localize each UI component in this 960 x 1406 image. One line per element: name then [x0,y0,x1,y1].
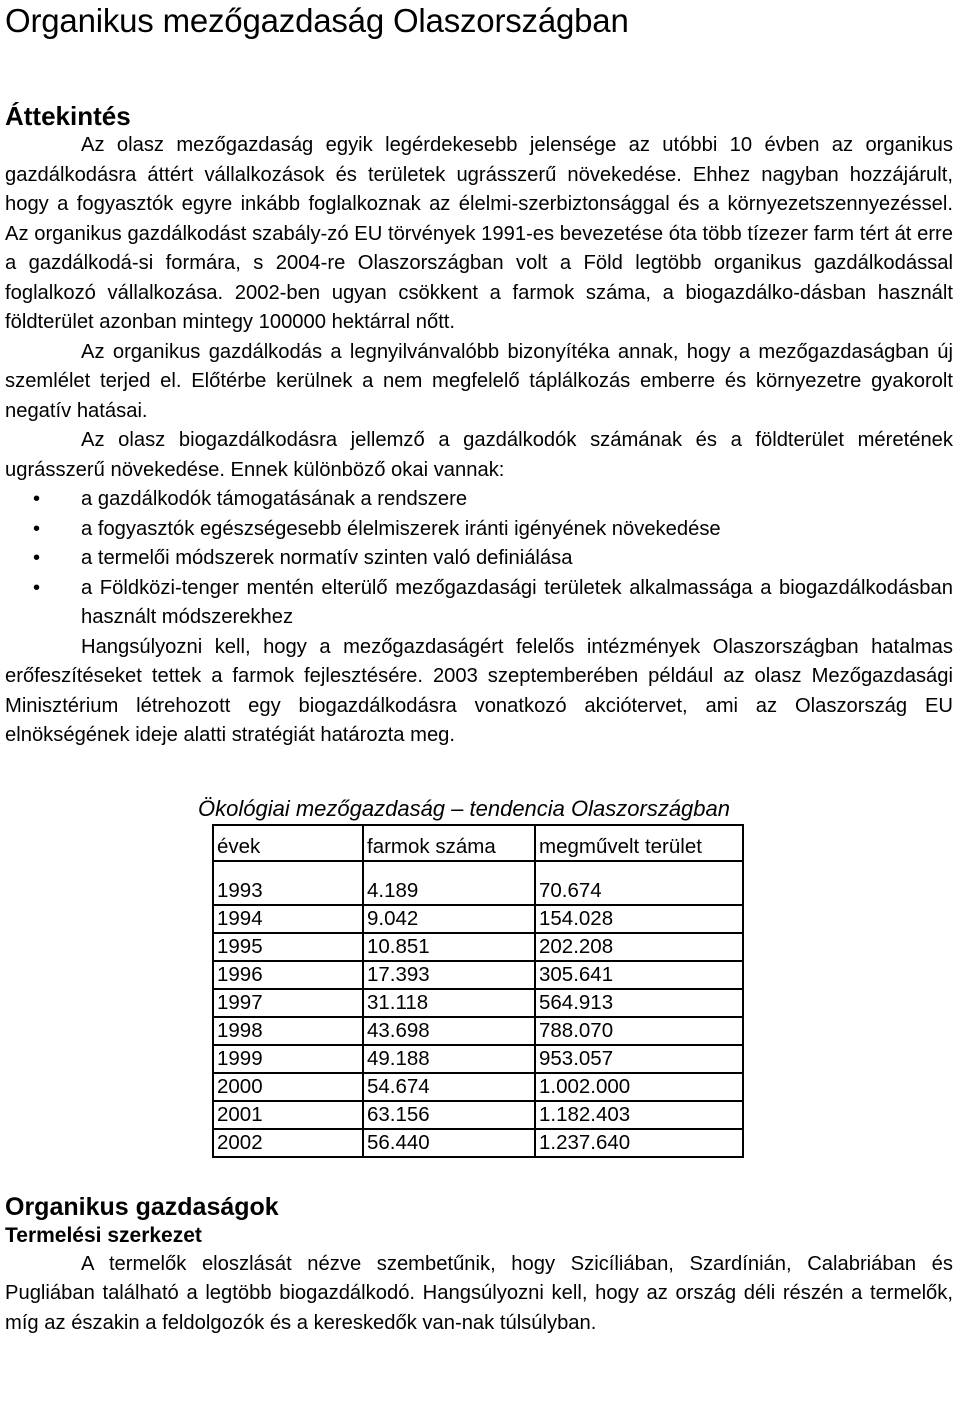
bullet-icon: • [33,547,41,569]
overview-paragraph-4: Hangsúlyozni kell, hogy a mezőgazdaságért felelős intézmények Olaszországban hatalmas erőfeszítéseket tettek a farmok fejlesztésére. 2003 szeptemberében például az olasz Mezőgazdasági Minisztérium létrehozott egy biogazdálkodásra vonatkozó akciótervet, ami az Olaszország EU elnökségének ideje alatti stratégiát határozta meg. [5,635,953,746]
bullet-icon: • [33,576,41,599]
table-row: 1994 9.042 154.028 [213,905,743,933]
table-row: 1999 49.188 953.057 [213,1045,743,1073]
table-row: 2000 54.674 1.002.000 [213,1073,743,1101]
table-header-cell: megművelt terület [535,825,743,861]
overview-paragraph-2: Az organikus gazdálkodás a legnyilvánvalóbb bizonyítéka annak, hogy a mezőgazdaságban új szemlélet terjed el. Előtérbe kerülnek a nem megfelelő táplálkozás emberre és környezetre gyakorolt negatív hatásai. [5,340,953,422]
overview-paragraph-1: Az olasz mezőgazdaság egyik legérdekesebb jelensége az utóbbi 10 évben az organikus gazdálkodásra áttért vállalkozások és területek ugrásszerű növekedése. Ehhez nagyban hozzájárult, hogy a fogyasztók egyre inkább foglalkoznak az élelmi-szerbiztonsággal és a környezetszennyezéssel. Az organikus gazdálkodást szabály-zó EU törvények 1991-es bevezetése óta több tízezer farm tért át erre a gazdálkodá-si formára, s 2004-re Olaszországban volt a Föld legtöbb organikus gazdálkodással foglalkozó vállalkozása. 2002-ben ugyan csökkent a farmok száma, a biogazdálko-dásban használt földterület azonban mintegy 100000 hektárral nőtt. [5,134,953,333]
overview-paragraph-3: Az olasz biogazdálkodásra jellemző a gazdálkodók számának és a földterület méretének ugrásszerű növekedése. Ennek különböző okai vannak: [5,429,953,481]
table-header-cell: farmok száma [363,825,535,861]
farms-subheading: Termelési szerkezet [5,1223,202,1247]
table-header-row [213,825,743,861]
bullet-icon: • [33,488,41,510]
document-page [5,0,953,1338]
table-row: 1997 31.118 564.913 [213,989,743,1017]
table-header-cell: évek [213,825,363,861]
list-item: • a Földközi-tenger mentén elterülő mezőgazdasági területek alkalmassága a biogazdálkodásban használt módszerekhez [5,574,953,633]
list-item: • a fogyasztók egészségesebb élelmiszerek iránti igényének növekedése [5,515,953,545]
list-item: • a gazdálkodók támogatásának a rendszere [5,485,953,515]
table-row: 1998 43.698 788.070 [213,1017,743,1045]
trend-table [212,824,744,1158]
table-row: 2001 63.156 1.182.403 [213,1101,743,1129]
table-spacer-row [213,861,743,878]
table-row: 1995 10.851 202.208 [213,933,743,961]
page-title: Organikus mezőgazdaság Olaszországban [5,2,629,39]
table-caption: Ökológiai mezőgazdaság – tendencia Olaszországban [198,795,730,821]
reasons-list [5,485,953,633]
bullet-icon: • [33,517,41,540]
table-row: 1996 17.393 305.641 [213,961,743,989]
overview-heading: Áttekintés [5,101,131,131]
list-item: • a termelői módszerek normatív szinten való definiálása [5,544,953,574]
farms-paragraph: A termelők eloszlását nézve szembetűnik, hogy Szicíliában, Szardínián, Calabriában és Pugliában található a legtöbb biogazdálkodó. Hangsúlyozni kell, hogy az ország déli részén a termelők, míg az északin a feldolgozók és a kereskedők van-nak túlsúlyban. [5,1252,953,1334]
table-row: 2002 56.440 1.237.640 [213,1129,743,1157]
table-row: 1993 4.189 70.674 [213,878,743,905]
farms-heading: Organikus gazdaságok [5,1192,279,1221]
